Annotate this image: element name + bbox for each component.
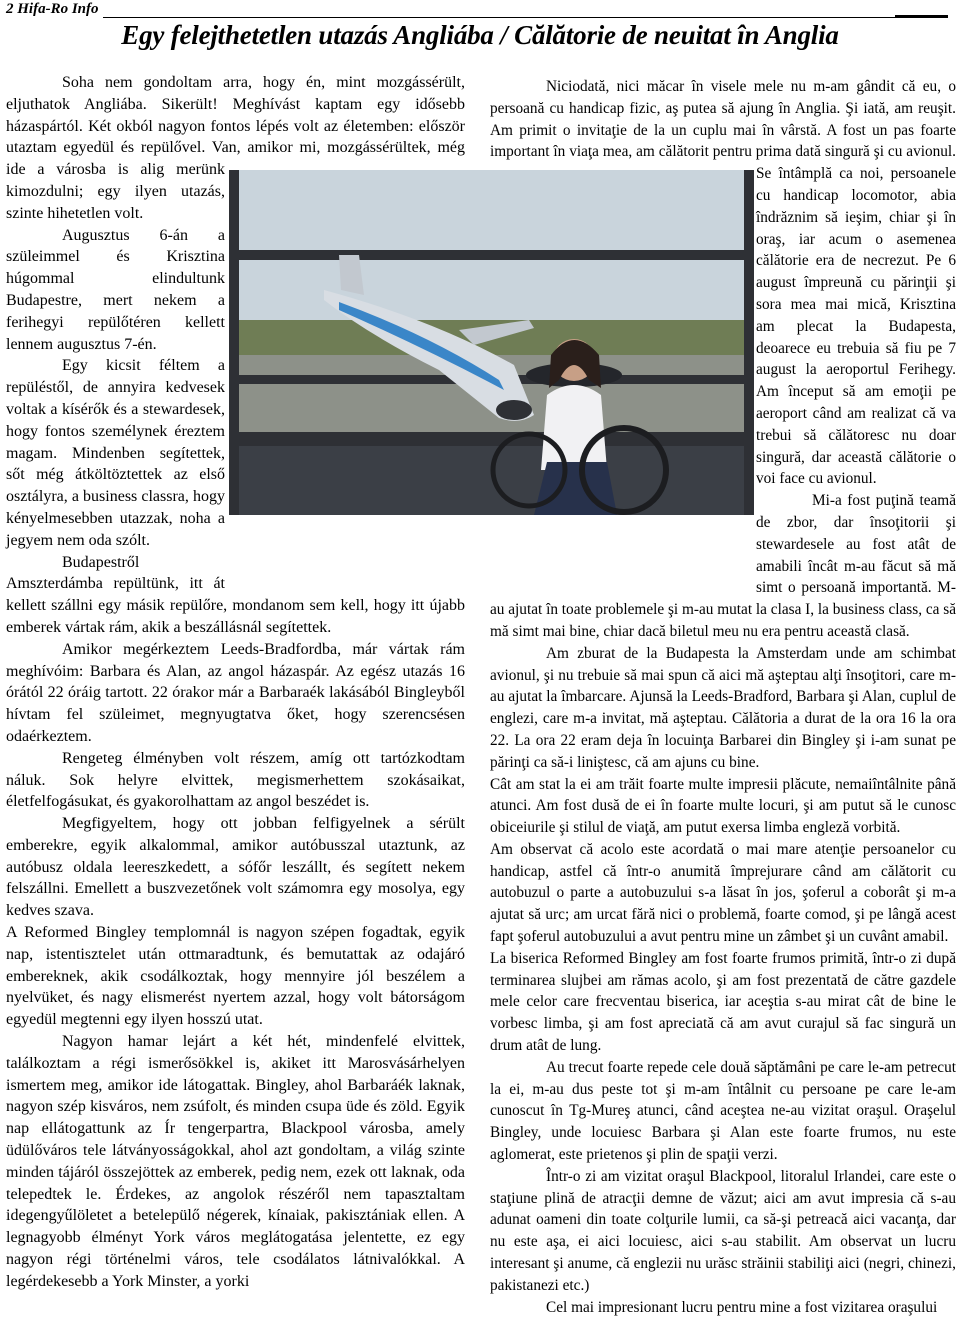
left-paragraph: Rengeteg élményben volt részem, amíg ott tartózkodtam náluk. Sok helyre elvittek, megismerhettem szokásaikat, életfelfogásukat, és gyakorolhattam az angol beszédet is. — [6, 749, 465, 811]
left-paragraph: Amikor megérkeztem Leeds-Bradfordba, már vártak rám meghívóim: Barbara és Alan, az angol házaspár. Az egész utazás 16 órától 22 óráig tartott. 22 órakor már a Barbaraék lakásából Bingleyből hívtam fel szüleimet, megnyugtatva őket, hogy szerencsésen odaérkeztem. — [6, 640, 465, 745]
photo-scene — [229, 170, 754, 515]
right-paragraph: Am zburat de la Budapesta la Amsterdam unde am schimbat avionul, şi nu trebuie să mai spun că aici mă aşteptau alţi însoţitori, care m-au ajutat la îmbarcare. Ajunsă la Leeds-Bradford, Barbara şi Alan, cuplul de englezi, care m-a invitat, mă aşteptau. Călătoria a durat de la ora 16 la ora 22. La ora 22 eram deja în locuinţa Barbarei din Bingley şi i-am sunat pe părinţi ca să-i liniştesc, că am ajuns cu bine. — [490, 644, 956, 771]
header-rule — [103, 17, 948, 18]
left-paragraph: Augusztus 6-án a szüleimmel és Krisztina húgommal elindultunk Budapestre, mert nekem a ferihegyi repülőtéren kellett lennem augusztus 7-én. — [6, 226, 225, 353]
left-paragraph: A Reformed Bingley templomnál is nagyon szépen fogadtak, egyik nap, istentisztelet után ottmaradtunk, és bemutattak az odajáró embereknek, akik csodálkoztak, hogy mennyire jól beszélem a nyelvüket, és nagy elismerést nyertem azzal, hogy volt bátorságom egyedül megtenni egy ilyen hosszú utat. — [6, 924, 465, 1029]
left-paragraph: Egy kicsit féltem a repüléstől, de annyira kedvesek voltak a kísérők és a stewardesek, hogy fontos személynek éreztem magam. Mindenben segítettek, sőt még átköltöztettek az első osztályra, a business classra, hogy kényelmesebben utazzak, noha a jegyem nem oda szólt. — [6, 357, 225, 549]
right-paragraph: Cel mai impresionant lucru pentru mine a fost vizitarea oraşului — [546, 1298, 938, 1316]
right-paragraph: Într-o zi am vizitat oraşul Blackpool, litoralul Irlandei, care este o staţiune plină de atracţii demne de văzut; aici am avut impresia că s-au adunat oameni din toate colţurile lumii, ca să-şi petreacă aici vacanţa, dar nu este aşa, ei aici locuiesc, aici s-au stabilit. Am observat un lucru interesant şi anume, că englezii nu urăsc străinii stabiliţi aici (negri, chinezi, pakistanezi etc.) — [490, 1167, 956, 1294]
left-paragraph: Soha nem gondoltam arra, hogy én, mint mozgássérült, eljuthatok Angliába. Sikerült! Meghívást kaptam egy idősebb házaspártól. Két okból nagyon fontos lépés volt az életemben: először utaztam egyedül és repülővel. Van, amikor mi, mozgássérültek, még ide a városba is alig merünk kimozdulni; egy ilyen utazás, szinte hihetetlen volt. — [6, 74, 465, 222]
right-paragraph: La biserica Reformed Bingley am fost foarte frumos primită, într-o zi după terminarea slujbei am rămas acolo, şi am fost prezentată de către gazdele mele celor care frecventau biserica, iar aceştia s-au mirat cât de bine le vorbesc limba, şi am fost apreciată că am avut curajul să fac singură un drum atât de lung. — [490, 949, 956, 1055]
left-paragraph: Nagyon hamar lejárt a két hét, mindenfelé elvittek, találkoztam a régi ismerősökkel is, akiket itt Marosvásárhelyen ismertem meg, amikor ide látogattak. Bingley, ahol Barbaráék laknak, nagyon szép kisváros, nem zsúfolt, és minden csupa üde és zöld. Egyik nap ellátogattunk az Ír tengerpartra, Blackpool városba, amely üdülőváros tele látványosságokkal, ahol azt gondoltam, a világ szinte minden tájáról összejöttek az emberek, pedig nem, ezek ott laknak, oda telepedtek le. Érdekes, az angolok részéről nem tapasztaltam idegengyűlöletet a betelepülő négerek, kínaiak, pakisztániak ellen. A legnagyobb élményt York város meglátogatása jelentette, ez egy nagyon régi történelmi város, tele csodálatos látnivalókkal. A legérdekesebb a York Minster, a yorki — [6, 1033, 465, 1290]
right-paragraph: Niciodată, nici măcar în visele mele nu m-am gândit că eu, o persoană cu handicap fizic, aş putea să ajung în Anglia. Şi iată, am reuşit. Am primit o invitaţie de la un cuplu mai în vârstă. A fost un pas foarte important în viaţa mea, am călătorit pentru prima dată singură şi cu avionul. Se întâmplă ca noi, persoanele cu handicap locomotor, abia îndrăznim să ieşim, chiar şi în oraş, iar acum o asemenea călătorie era de necrezut. Pe 6 august împreună cu părinţii şi sora mea mai mică, Krisztina am plecat la Budapesta, deoarece eu trebuia să fiu pe 7 august la aeroportul Ferihegy. Am început să am emoţii pe aeroport când am realizat că va trebui să călătoresc nu doar singură, dar această călătorie o voi face cu avionul. — [490, 78, 956, 488]
page-header — [0, 0, 960, 22]
right-paragraph: Cât am stat la ei am trăit foarte multe impresii plăcute, nemaiîntâlnite până atunci. Am fost dusă de ei în foarte multe locuri, şi am putut să le cunosc obiceiurile şi stilul de viaţă, am putut exersa limba engleză vorbită. — [490, 775, 956, 837]
left-paragraph: Budapestről Amszterdámba repültünk, itt át kellett szállni egy másik repülőre, mondanom sem kell, hogy itt újabb emberek vártak rám, akik a beszállásnál segítettek. — [6, 553, 465, 636]
page-label: 2 Hifa-Ro Info — [6, 1, 99, 17]
right-paragraph: Mi-a fost puţină teamă de zbor, dar însoţitorii şi stewardesele au fost atât de amabili încât m-au făcut să mă simt o persoană importantă. M-au ajutat în toate problemele şi m-au mutat la clasa I, la business class, ca să mă simt mai bine, chiar dacă biletul meu nu era pentru această clasă. — [490, 492, 956, 640]
right-paragraph: Au trecut foarte repede cele două săptămâni pe care le-am petrecut la ei, m-au dus peste tot şi m-am întâlnit cu persoane pe care le-am cunoscut în Tg-Mureş atunci, când aceştea ne-au vizitat oraşul. Oraşelul Bingley, unde locuiesc Barbara şi Alan este foarte frumos, nu este aglomerat, este prietenos şi plin de spaţii verzi. — [490, 1058, 956, 1164]
article-photo — [229, 170, 754, 515]
header-rule-accent — [895, 15, 948, 18]
left-paragraph: Megfigyeltem, hogy ott jobban felfigyelnek a sérült emberekre, egyik alkalommal, amikor autóbusszal utaztunk, az autóbusz oldala leereszkedett, a sófőr leszállt, és segített nekem felszállni. Emellett a buszvezetőnek volt számomra egy mosolya, egy kedves szava. — [6, 815, 465, 920]
article-title: Egy felejthetetlen utazás Angliába / Călătorie de neuitat în Anglia — [121, 20, 839, 50]
photo-floor — [229, 445, 754, 515]
right-paragraph: Am observat că acolo este acordată o mai mare atenţie persoanelor cu handicap, astfel că într-o anumită împrejurare când am călătorit cu autobuzul o parte a autobuzului s-a lăsat în jos, şoferul a coborât şi m-a ajutat să urc; am urcat fără nici o problemă, foarte comod, şi pe lângă acest fapt şoferul autobuzului a avut pentru mine un zâmbet şi un cuvânt amabil. — [490, 840, 956, 946]
